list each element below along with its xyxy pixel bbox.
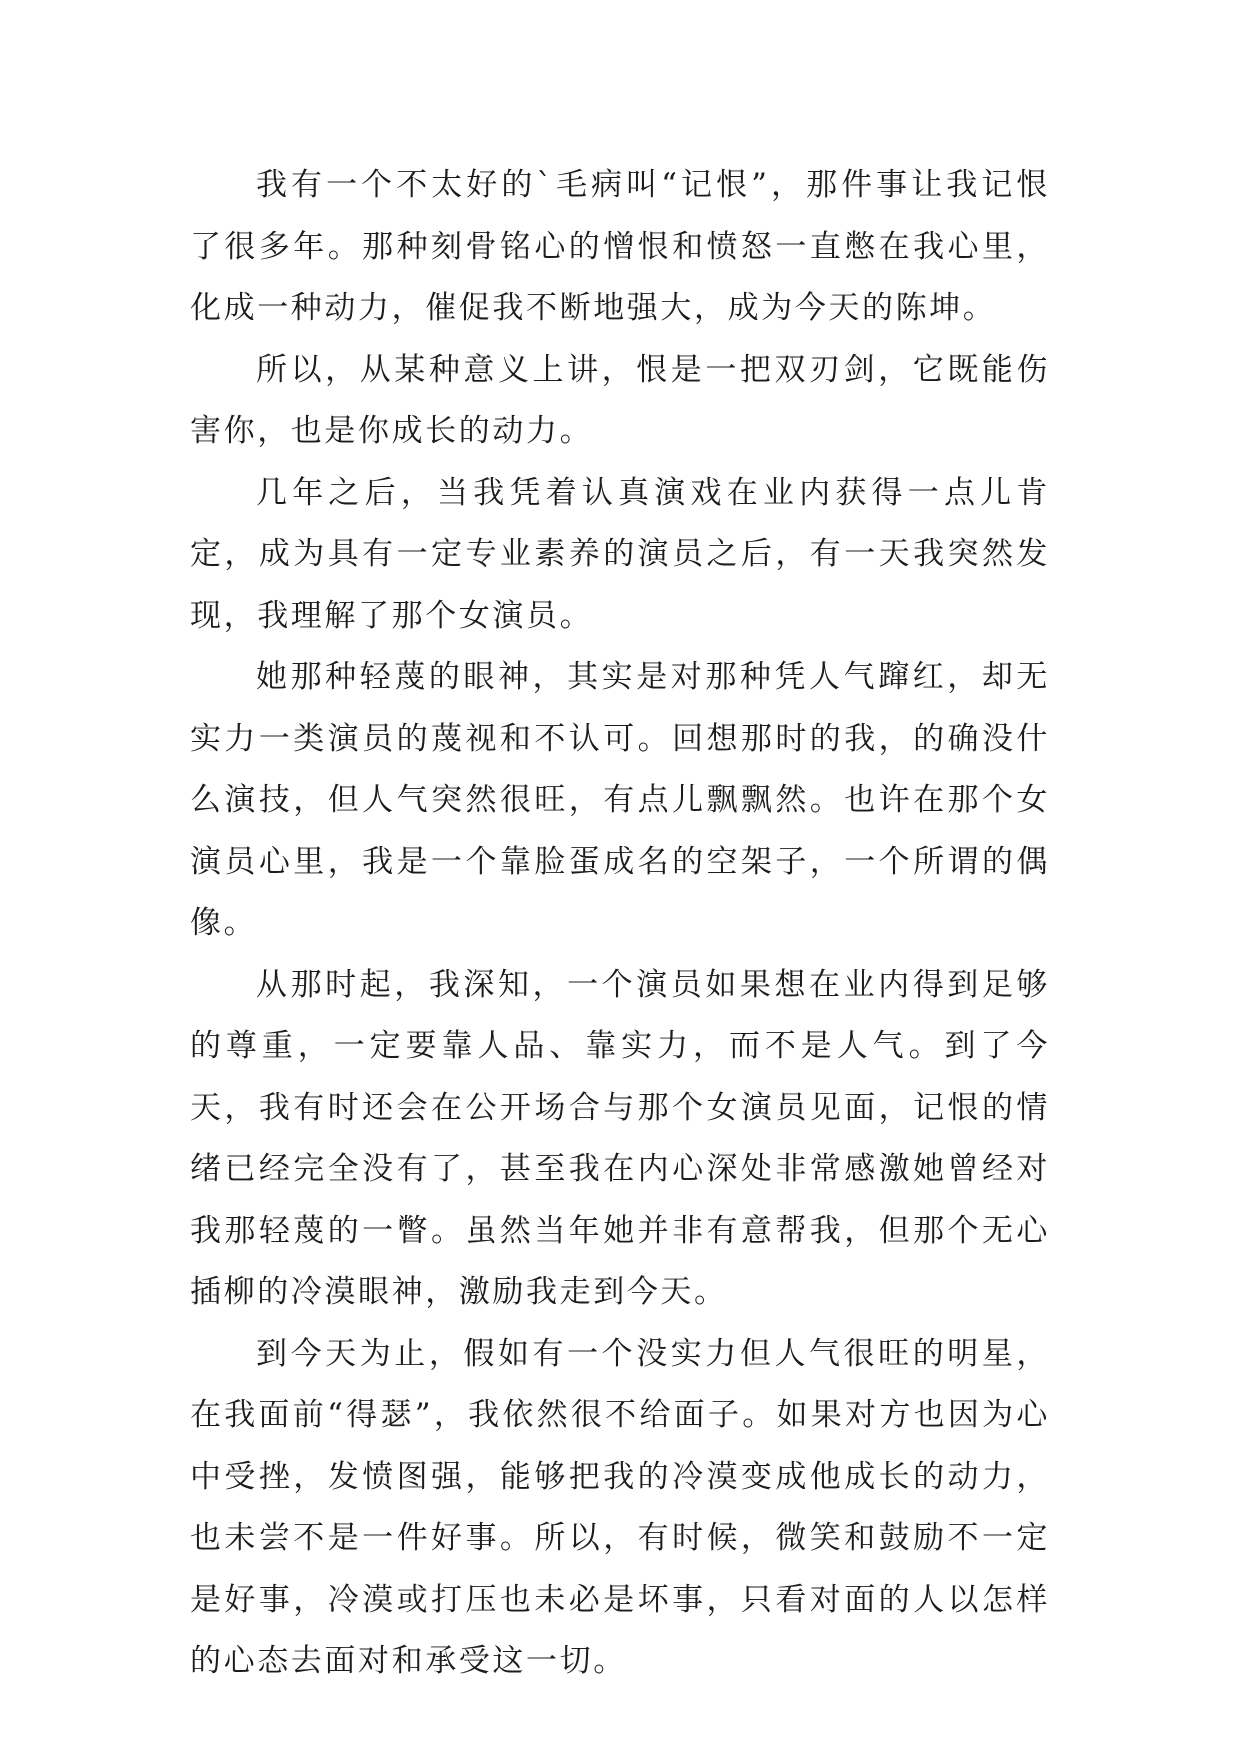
paragraph-5: 从那时起，我深知，一个演员如果想在业内得到足够的尊重，一定要靠人品、靠实力，而不是人气。到了今天，我有时还会在公开场合与那个女演员见面，记恨的情绪已经完全没有了，甚至我在内心深处非常感激她曾经对我那轻蔑的一瞥。虽然当年她并非有意帮我，但那个无心插柳的冷漠眼神，激励我走到今天。 — [190, 966, 1050, 1310]
paragraph-4: 她那种轻蔑的眼神，其实是对那种凭人气蹿红，却无实力一类演员的蔑视和不认可。回想那时的我，的确没什么演技，但人气突然很旺，有点儿飘飘然。也许在那个女演员心里，我是一个靠脸蛋成名的空架子，一个所谓的偶像。 — [190, 659, 1050, 941]
document-body — [190, 155, 1050, 1693]
paragraph-2: 所以，从某种意义上讲，恨是一把双刃剑，它既能伤害你，也是你成长的动力。 — [190, 351, 1050, 449]
paragraph-6: 到今天为止，假如有一个没实力但人气很旺的明星，在我面前“得瑟”，我依然很不给面子。如果对方也因为心中受挫，发愤图强，能够把我的冷漠变成他成长的动力，也未尝不是一件好事。所以，有时候，微笑和鼓励不一定是好事，冷漠或打压也未必是坏事，只看对面的人以怎样的心态去面对和承受这一切。 — [190, 1335, 1050, 1679]
paragraph-1: 我有一个不太好的`毛病叫“记恨”，那件事让我记恨了很多年。那种刻骨铭心的憎恨和愤怒一直憋在我心里，化成一种动力，催促我不断地强大，成为今天的陈坤。 — [190, 167, 1050, 326]
paragraph-3: 几年之后，当我凭着认真演戏在业内获得一点儿肯定，成为具有一定专业素养的演员之后，有一天我突然发现，我理解了那个女演员。 — [190, 474, 1050, 634]
